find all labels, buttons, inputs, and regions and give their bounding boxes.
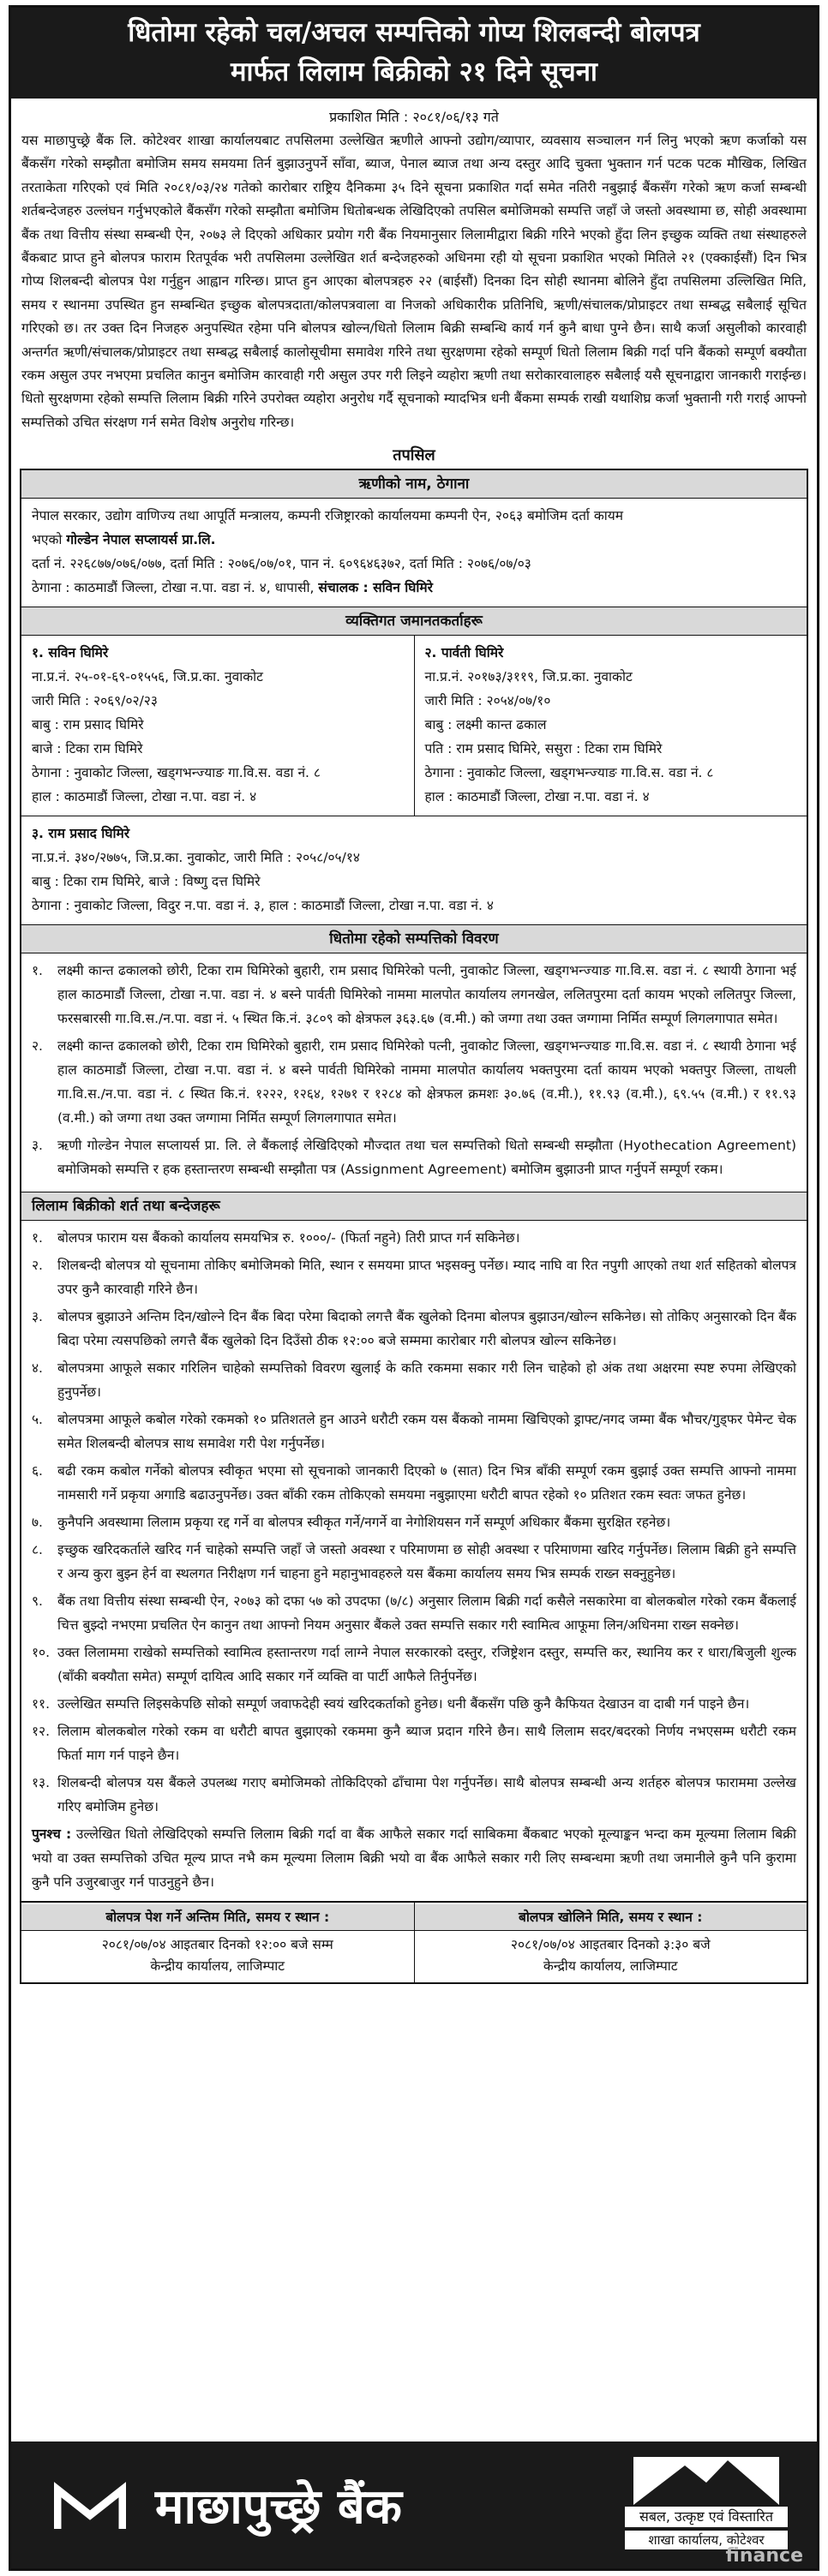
notice-title — [11, 8, 817, 99]
borrower-line-3: दर्ता नं. २२६८७७/०७६/०७७, दर्ता मिति : २०७६/०७/०१, पान नं. ६०९६४६३७२, दर्ता मिति : २०७६/०७/०३ — [32, 556, 531, 572]
guarantor-1-line: ना.प्र.नं. २५-०१-६९-०१५५६, जि.प्र.का. नुवाकोट — [32, 669, 263, 685]
guarantor-2-line: ना.प्र.नं. २०१७३/३११९, जि.प्र.का. नुवाकोट — [424, 669, 633, 685]
submission-heading: बोलपत्र पेश गर्ने अन्तिम मिति, समय र स्थान : — [21, 1904, 414, 1931]
guarantor-1-line: जारी मिति : २०६९/०२/२३ — [32, 693, 158, 709]
property-item — [32, 959, 796, 1031]
property-item — [32, 1034, 796, 1130]
term-item — [32, 1459, 796, 1507]
opening-schedule — [414, 1903, 807, 1982]
submission-deadline — [21, 1903, 414, 1982]
opening-place: केन्द्रीय कार्यालय, लाजिम्पाट — [543, 1958, 678, 1975]
details-box — [20, 469, 808, 1903]
term-text: बढी रकम कबोल गर्नेको बोलपत्र स्वीकृत भएमा सो सूचनाको जानकारी दिएको ७ (सात) दिन भित्र बाँकी सम्पूर्ण रकम बुझाई उक्त सम्पत्ति आफ्नो नाममा नामसारी गर्ने प्रकृया अगाडि बढाउनुपर्नेछ। उक्त बाँकी रकम तोकिएको समयमा नबुझाएमा धरौटी बापत रहेको १० प्रतिशत रकम स्वतः जफत हुनेछ। — [57, 1463, 796, 1503]
term-item — [32, 1226, 796, 1250]
mountain-icon — [633, 2457, 779, 2505]
guarantor-3-name: ३. राम प्रसाद घिमिरे — [32, 826, 130, 842]
term-text: बोलपत्रमा आफूले कबोल गरेको रकमको १० प्रतिशतले हुन आउने धरौटी रकम यस बैंकको नाममा खिचिएको ड्राफ्ट/नगद जम्मा बैंक भौचर/गुड्फर पेमेन्ट चेक समेत शिलबन्दी बोलपत्र साथ समावेश गरी पेश गर्नुपर्नेछ। — [57, 1412, 796, 1452]
bank-name: माछापुच्छ्रे बैंक — [155, 2479, 402, 2535]
property-item — [32, 1133, 796, 1181]
term-number: २. — [32, 1258, 43, 1274]
term-number: ५. — [32, 1412, 43, 1428]
term-text: शिलबन्दी बोलपत्र यो सूचनामा तोकिए बमोजिमको मिति, स्थान र समयमा प्राप्त भइसक्नु पर्नेछ। म्याद नाघि वा रित नपुगी आएको तथा शर्त सहितको बोलपत्र उपर कुनै कारवाही गरिने छैन। — [57, 1258, 796, 1298]
term-number: १. — [32, 1230, 43, 1246]
guarantor-1 — [21, 636, 414, 816]
term-number: १०. — [32, 1645, 51, 1661]
guarantor-1-name: १. सविन घिमिरे — [32, 645, 109, 661]
guarantor-2-line: हाल : काठमाडौं जिल्ला, टोखा न.पा. वडा नं. ४ — [424, 789, 650, 805]
term-item — [32, 1408, 796, 1455]
term-item — [32, 1305, 796, 1353]
guarantor-3 — [21, 816, 807, 924]
borrower-line-4 — [32, 576, 796, 600]
term-number: ११. — [32, 1696, 51, 1712]
property-item-number: ३. — [32, 1138, 43, 1154]
term-number: ६. — [32, 1463, 43, 1479]
borrower-name: गोल्डेन नेपाल सप्लायर्स प्रा.लि. — [66, 532, 216, 548]
term-number: ३. — [32, 1309, 43, 1325]
branch-name: शाखा कार्यालय, कोटेश्वर — [625, 2531, 788, 2549]
bank-slogan-block — [625, 2453, 788, 2556]
submission-datetime: २०८१/०७/०४ आइतबार दिनको १२:०० बजे सम्म — [101, 1937, 333, 1953]
title-line-1: धितोमा रहेको चल/अचल सम्पत्तिको गोप्य शिलबन्दी बोलपत्र — [128, 17, 700, 48]
terms-list — [21, 1221, 807, 1901]
term-text: शिलबन्दी बोलपत्र यस बैंकले उपलब्ध गराए बमोजिमको तोकिदिएको ढाँचामा पेश गर्नुपर्नेछ। साथै बोलपत्र सम्बन्धी अन्य शर्तहरु बोलपत्र फाराममा उल्लेख गरिए बमोजिम हुनेछ। — [57, 1775, 796, 1815]
term-item — [32, 1719, 796, 1767]
tapsil-heading: तपसिल — [393, 446, 435, 465]
term-text: बोलपत्र फाराम यस बैंकको कार्यालय समयभित्र रु. १०००/- (फिर्ता नहुने) तिरी प्राप्त गर्न सकिनेछ। — [57, 1230, 520, 1246]
property-item-number: २. — [32, 1038, 43, 1055]
term-text: बोलपत्रमा आफूले सकार गरिलिन चाहेको सम्पत्तिको विवरण खुलाई के कति रकममा सकार गरी लिन चाहेको हो अंक तथा अक्षरमा स्पष्ट रुपमा लेखिएको हुनुपर्नेछ। — [57, 1360, 796, 1401]
term-text: इच्छुक खरिदकर्ताले खरिद गर्न चाहेको सम्पत्ति जहाँ जे जस्तो अवस्था र परिमाणमा छ सोही अवस्था र परिमाणमा खरिद गर्नुपर्नेछ। लिलाम बिक्री हुने सम्पत्ति र अन्य कुरा बुझ्न हेर्न वा स्थलगत निरीक्षण गर्न चाहना हुने महानुभावहरुले यस बैंकमा कार्यालय समय भित्र सम्पर्क राख्न सक्नुहुनेछ। — [57, 1542, 796, 1582]
guarantor-2-line: जारी मिति : २०५४/०७/१० — [424, 693, 551, 709]
guarantor-1-line: बाजे : टिका राम घिमिरे — [32, 741, 143, 757]
borrower-line-2 — [32, 528, 796, 552]
borrower-line-1: नेपाल सरकार, उद्योग वाणिज्य तथा आपूर्ति मन्त्रालय, कम्पनी रजिष्ट्रारको कार्यालयमा कम्पनी ऐन, २०६३ बमोजिम दर्ता कायम — [32, 508, 624, 524]
published-date: प्रकाशित मिति : २०८१/०६/१३ गते — [329, 109, 499, 125]
term-text: उक्त लिलाममा राखेको सम्पत्तिको स्वामित्व हस्तान्तरण गर्दा लाग्ने नेपाल सरकारको दस्तुर, रजिष्ट्रेशन दस्तुर, सम्पत्ति कर, स्थानिय कर र धारा/बिजुली शुल्क (बाँकी बक्यौता समेत) सम्पूर्ण दायित्व आदि सकार गर्ने व्यक्ति वा पार्टी आफैले तिर्नुपर्नेछ। — [57, 1645, 796, 1685]
intro-paragraph: यस माछापुच्छ्रे बैंक लि. कोटेश्वर शाखा कार्यालयबाट तपसिलमा उल्लेखित ऋणीले आफ्नो उद्योग/व्यापार, व्यवसाय सञ्चालन गर्न लिनु भएको ऋण कर्जाको यस बैंकसँग गरेको सम्झौता बमोजिम समय समयमा तिर्न बुझाउनुपर्ने साँवा, ब्याज, पेनाल ब्याज तथा अन्य दस्तुर आदि चुक्ता भुक्तान गर्न पटक पटक मौखिक, लिखित तरताकेता गरिएको एवं मिति २०८१/०३/२४ गतेको कारोबार राष्ट्रिय दैनिकमा ३५ दिने सूचना प्रकाशित गर्दा समेत नतिरी नबुझाई बैंकसँग गरेको ऋण कर्जा सम्बन्धी शर्तबन्देजहरु उल्लंघन गर्नुभएकोले बैंकसँग गरेको सम्झौता बमोजिम धितोबन्धक लेखिदिएको तपसिल बमोजिमको सम्पत्ति जहाँ जे जस्तो अवस्थामा छ, सोही अवस्थामा बैंक तथा वित्तीय संस्था सम्बन्धी ऐन, २०७३ ले दिएको अधिकार प्रयोग गरी बैंक नियमानुसार लिलामीद्वारा बिक्री गरिने भएको हुँदा लिन इच्छुक व्यक्ति तथा संस्थाहरुले बैंकबाट प्राप्त हुने बोलपत्र फाराम रितपूर्वक भरी तपसिलमा उल्लेखित शर्त बन्देजहरुको अधिनमा रही यो सूचना प्रकाशित भएको मितिले २१ (एक्काईसौं) दिन भित्र गोप्य शिलबन्दी बोलपत्र पेश गर्नुहुन आह्वान गरिन्छ। प्राप्त हुन आएका बोलपत्रहरु २२ (बाईसौं) दिनका दिन सोही स्थानमा बोलिने हुँदा तपसिलमा उल्लिखित मिति, समय र स्थानमा उपस्थित हुन सम्बन्धित इच्छुक बोलपत्रदाता/कोलपत्रवाला वा निजको अधिकारीक प्रतिनिधि, ऋणी/संचालक/प्रोप्राइटर तथा सम्बद्ध सबैलाई सूचित गरिएको छ। तर उक्त दिन निजहरु अनुपस्थित रहेमा पनि बोलपत्र खोल्न/धितो लिलाम बिक्री सम्बन्धि कार्य गर्न कुनै बाधा पुग्ने छैन। साथै कर्जा असुलीको कारवाही अन्तर्गत ऋणी/संचालक/प्रोप्राइटर तथा सम्बद्ध सबैलाई कालोसूचीमा समावेश गरिने तथा सुरक्षणमा रहेको सम्पूर्ण धितो लिलाम बिक्री गर्दा पनि बैंकको सम्पूर्ण बक्यौता रकम असुल उपर नभएमा प्रचलित कानुन बमोजिम कारवाही गरी असुल उपर गरी लिइने व्यहोरा ऋणी तथा सरोकारवालाहरु सबैलाई यसै सूचनाद्वारा जानकारी गराईन्छ। धितो सुरक्षणमा रहेको सम्पत्ति लिलाम बिक्री गरिने उपरोक्त व्यहोरा अनुरोध गर्दै सूचनाको म्यादभित्र धनी बैंकमा सम्पर्क राखी यथाशिघ्र कर्जा भुक्तानी गरी गराई आफ्नो सम्पत्तिको उचित संरक्षण गर्न समेत विशेष अनुरोध गरिन्छ। — [21, 133, 807, 430]
term-text: बैंक तथा वित्तीय संस्था सम्बन्धी ऐन, २०७३ को दफा ५७ को उपदफा (७/८) अनुसार लिलाम बिक्री गर्दा कसैले नसकारेमा वा बोलकबोल गरेको रकम बैंकलाई चित्त बुझ्दो नभएमा प्रचलित ऐन कानुन तथा आफ्नो नियम अनुसार बैंकले उक्त सम्पत्ति सकार गरी स्वामित्व आफूमा लिन/अधिनमा राख्न सक्नेछ। — [57, 1593, 796, 1634]
guarantors-heading: व्यक्तिगत जमानतकर्ताहरू — [21, 607, 807, 636]
postscript-label: पुनश्च : — [32, 1826, 72, 1843]
terms-heading: लिलाम बिक्रीको शर्त तथा बन्देजहरू — [21, 1192, 807, 1221]
term-item — [32, 1589, 796, 1637]
watermark: finance — [725, 2545, 803, 2567]
opening-heading: बोलपत्र खोलिने मिति, समय र स्थान : — [415, 1904, 807, 1931]
postscript-text: उल्लेखित धितो लेखिदिएको सम्पत्ति लिलाम बिक्री गर्दा वा बैंक आफैले सकार गर्दा साबिकमा बैंकबाट भएको मूल्याङ्कन भन्दा कम मूल्यमा लिलाम बिक्री भयो वा उक्त सम्पत्तिको उचित मूल्य प्राप्त नभै कम मूल्यमा लिलाम बिक्री भयो वा बैंक आफैले सकार गरी लिए सम्बन्धमा ऋणी तथा जमानीले कुनै पनि कुरामा कुनै पनि उजुरबाजुर गर्न पाउनुहुने छैन। — [32, 1826, 796, 1891]
term-number: १२. — [32, 1724, 51, 1740]
guarantor-3-line: बाबु : टिका राम घिमिरे, बाजे : विष्णु दत्त घिमिरे — [32, 874, 261, 890]
term-item — [32, 1692, 796, 1716]
term-item — [32, 1510, 796, 1534]
guarantor-2 — [414, 636, 807, 816]
postscript — [32, 1822, 796, 1894]
borrower-address: ठेगाना : काठमाडौं जिल्ला, टोखा न.पा. वडा नं. ४, धापासी, — [32, 580, 319, 596]
property-item-text: लक्ष्मी कान्त ढकालको छोरी, टिका राम घिमिरेको बुहारी, राम प्रसाद घिमिरेको पत्नी, नुवाकोट जिल्ला, खड्गभन्ज्याङ गा.वि.स. वडा नं. ८ स्थायी ठेगाना भई हाल काठमाडौं जिल्ला, टोखा न.पा. वडा नं. ४ बस्ने पार्वती घिमिरेको नाममा मालपोत कार्यालय भक्तपुरमा दर्ता कायम भएको भक्तपुर जिल्ला, ताथली गा.वि.स./न.पा. वडा नं. ८ स्थित कि.नं. १२२२, १२६४, १२७१ र १२८४ को क्षेत्रफल क्रमशः ३०.७६ (व.मी.), ११.९३ (व.मी.), ६९.५५ (व.मी.) र ११.९३ (व.मी.) को जग्गा तथा उक्त जग्गामा निर्मित सम्पूर्ण लिगलगापात समेत। — [57, 1038, 796, 1127]
guarantor-3-line: ठेगाना : नुवाकोट जिल्ला, विदुर न.पा. वडा नं. ३, हाल : काठमाडौं जिल्ला, टोखा न.पा. वडा नं. ४ — [32, 898, 494, 914]
term-number: ७. — [32, 1515, 43, 1531]
term-number: १३. — [32, 1775, 51, 1791]
term-number: ८. — [32, 1542, 43, 1558]
guarantor-1-line: हाल : काठमाडौं जिल्ला, टोखा न.पा. वडा नं. ४ — [32, 789, 257, 805]
term-text: कुनैपनि अवस्थामा लिलाम प्रकृया रद्द गर्ने वा बोलपत्र स्वीकृत गर्ने/नगर्ने वा नेगोशियसन गर्ने सम्पूर्ण अधिकार बैंकमा सुरक्षित रहनेछ। — [57, 1515, 671, 1531]
guarantor-1-line: बाबु : राम प्रसाद घिमिरे — [32, 717, 144, 733]
submission-place: केन्द्रीय कार्यालय, लाजिम्पाट — [150, 1958, 285, 1975]
guarantor-1-line: ठेगाना : नुवाकोट जिल्ला, खड्गभन्ज्याङ गा.वि.स. वडा नं. ८ — [32, 765, 321, 781]
term-text: लिलाम बोलकबोल गरेको रकम वा धरौटी बापत बुझाएको रकममा कुनै ब्याज प्रदान गरिने छैन। साथै लिलाम सदर/बदरको निर्णय नभएसम्म धरौटी रकम फिर्ता माग गर्न पाइने छैन। — [57, 1724, 796, 1764]
schedule-boxes — [20, 1903, 808, 1984]
bank-footer-banner — [11, 2442, 817, 2568]
term-text: बोलपत्र बुझाउने अन्तिम दिन/खोल्ने दिन बैंक बिदा परेमा बिदाको लगत्तै बैंक खुलेको दिनमा बोलपत्र बुझाउन/खोल्न सकिनेछ। सो तोकिए अनुसारको दिन बैंक बिदा परेमा त्यसपछिको लगत्तै बैंक खुलेको दिन दिउँसो ठीक १२:०० बजे सम्ममा कारोबार गरी बोलपत्र खोल्न सकिनेछ। — [57, 1309, 796, 1349]
borrower-line-2-pre: भएको — [32, 532, 67, 548]
borrower-director: संचालक : सविन घिमिरे — [318, 580, 434, 596]
borrower-details — [21, 499, 807, 607]
bank-logo-icon — [54, 2469, 126, 2541]
property-item-number: १. — [32, 963, 43, 979]
term-item — [32, 1538, 796, 1586]
guarantor-2-line: ठेगाना : नुवाकोट जिल्ला, खड्गभन्ज्याङ गा.वि.स. वडा नं. ८ — [424, 765, 714, 781]
guarantor-2-name: २. पार्वती घिमिरे — [424, 645, 504, 661]
term-item — [32, 1771, 796, 1819]
term-number: ९. — [32, 1593, 43, 1610]
term-text: उल्लेखित सम्पत्ति लिइसकेपछि सोको सम्पूर्ण जवाफदेही स्वयं खरिदकर्ताको हुनेछ। धनी बैंकसँग पछि कुनै कैफियत देखाउन वा दाबी गर्न पाइने छैन। — [57, 1696, 750, 1712]
title-line-2: मार्फत लिलाम बिक्रीको २१ दिने सूचना — [231, 57, 597, 87]
guarantor-2-line: बाबु : लक्ष्मी कान्त ढकाल — [424, 717, 547, 733]
opening-datetime: २०८१/०७/०४ आइतबार दिनको ३:३० बजे — [510, 1937, 711, 1953]
term-item — [32, 1356, 796, 1404]
bank-slogan: सबल, उत्कृष्ट एवं विस्तारित — [625, 2507, 788, 2527]
property-item-text: लक्ष्मी कान्त ढकालको छोरी, टिका राम घिमिरेको बुहारी, राम प्रसाद घिमिरेको पत्नी, नुवाकोट जिल्ला, खड्गभन्ज्याङ गा.वि.स. वडा नं. ८ स्थायी ठेगाना भई हाल काठमाडौं जिल्ला, टोखा न.पा. वडा नं. ४ बस्ने पार्वती घिमिरेको नाममा मालपोत कार्यालय लगनखेल, ललितपुरमा दर्ता कायम भएको ललितपुर जिल्ला, फरसबारसी गा.वि.स./न.पा. वडा नं. ५ स्थित कि.नं. ३८०९ को क्षेत्रफल ३६३.६७ (व.मी.) को जग्गा तथा उक्त जग्गामा निर्मित सम्पूर्ण लिगलगापात समेत। — [57, 963, 796, 1027]
guarantors-row — [21, 636, 807, 816]
guarantor-2-line: पति : राम प्रसाद घिमिरे, ससुरा : टिका राम घिमिरे — [424, 741, 663, 757]
guarantor-3-line: ना.प्र.नं. ३४०/२७७५, जि.प्र.का. नुवाकोट, जारी मिति : २०५८/०५/१४ — [32, 850, 360, 866]
property-heading: धितोमा रहेको सम्पत्तिको विवरण — [21, 924, 807, 953]
borrower-heading: ऋणीको नाम, ठेगाना — [21, 470, 807, 499]
term-item — [32, 1253, 796, 1301]
term-item — [32, 1641, 796, 1688]
term-number: ४. — [32, 1360, 43, 1377]
property-list — [21, 953, 807, 1192]
property-item-text: ऋणी गोल्डेन नेपाल सप्लायर्स प्रा. लि. ले बैंकलाई लेखिदिएको मौज्दात तथा चल सम्पत्तिको धितो सम्बन्धी सम्झौता (Hyothecation Agreement) बमोजिमको सम्पत्ति र हक हस्तान्तरण सम्बन्धी सम्झौता पत्र (Assignment Agreement) बमोजिम बुझाउनी प्राप्त गर्नुपर्ने सम्पूर्ण रकम। — [57, 1138, 796, 1178]
notice-page — [9, 5, 819, 2571]
